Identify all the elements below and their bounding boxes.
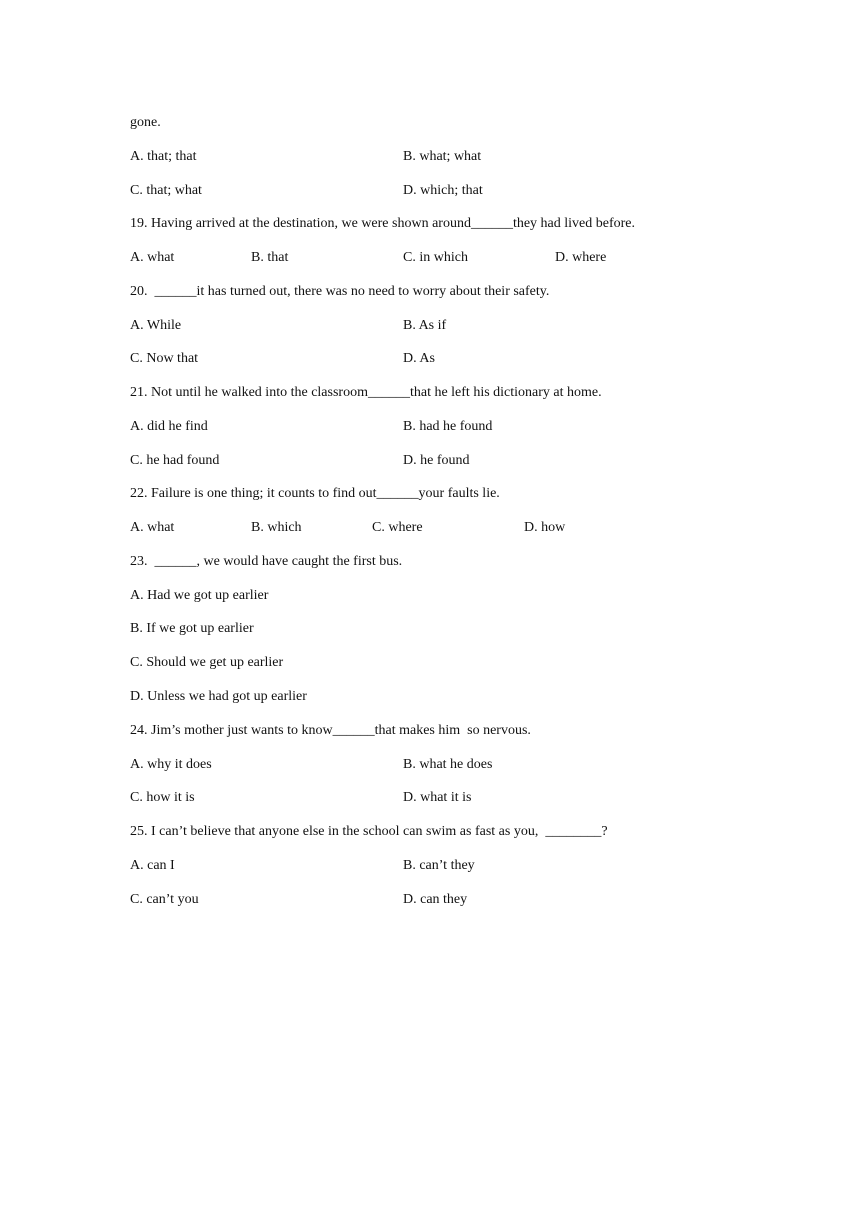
question-24: 24. Jim’s mother just wants to know______that makes him so nervous. [130, 723, 531, 738]
q22-option-d: D. how [524, 520, 566, 535]
q20-option-b: B. As if [403, 318, 447, 333]
question-22: 22. Failure is one thing; it counts to find out______your faults lie. [130, 486, 500, 501]
q22-option-c: C. where [372, 520, 423, 535]
q20-option-a: A. While [130, 318, 182, 333]
question-19: 19. Having arrived at the destination, we were shown around______they had lived before. [130, 216, 636, 231]
q18-option-c: C. that; what [130, 183, 202, 198]
q24-option-d: D. what it is [403, 790, 472, 805]
q25-option-d: D. can they [403, 892, 468, 907]
q22-option-a: A. what [130, 520, 175, 535]
q18-option-a: A. that; that [130, 149, 197, 164]
q25-option-b: B. can’t they [403, 858, 475, 873]
q23-option-b: B. If we got up earlier [130, 621, 254, 636]
q22-option-b: B. which [251, 520, 302, 535]
q25-option-a: A. can I [130, 858, 175, 873]
q21-option-b: B. had he found [403, 419, 493, 434]
q18-option-d: D. which; that [403, 183, 483, 198]
q19-option-d: D. where [555, 250, 607, 265]
q19-option-c: C. in which [403, 250, 468, 265]
q20-option-d: D. As [403, 351, 435, 366]
q25-option-c: C. can’t you [130, 892, 199, 907]
question-21: 21. Not until he walked into the classroom______that he left his dictionary at home. [130, 385, 602, 400]
q24-option-b: B. what he does [403, 757, 493, 772]
q19-option-b: B. that [251, 250, 289, 265]
question-25: 25. I can’t believe that anyone else in the school can swim as fast as you, ________? [130, 824, 608, 839]
q21-option-c: C. he had found [130, 453, 220, 468]
question-18-continuation: gone. [130, 115, 161, 130]
q23-option-c: C. Should we get up earlier [130, 655, 284, 670]
q19-option-a: A. what [130, 250, 175, 265]
question-23: 23. ______, we would have caught the first bus. [130, 554, 403, 569]
q18-option-b: B. what; what [403, 149, 482, 164]
q20-option-c: C. Now that [130, 351, 199, 366]
question-20: 20. ______it has turned out, there was no need to worry about their safety. [130, 284, 550, 299]
q21-option-d: D. he found [403, 453, 470, 468]
q24-option-a: A. why it does [130, 757, 212, 772]
q21-option-a: A. did he find [130, 419, 208, 434]
q23-option-a: A. Had we got up earlier [130, 588, 269, 603]
q24-option-c: C. how it is [130, 790, 195, 805]
q23-option-d: D. Unless we had got up earlier [130, 689, 307, 704]
